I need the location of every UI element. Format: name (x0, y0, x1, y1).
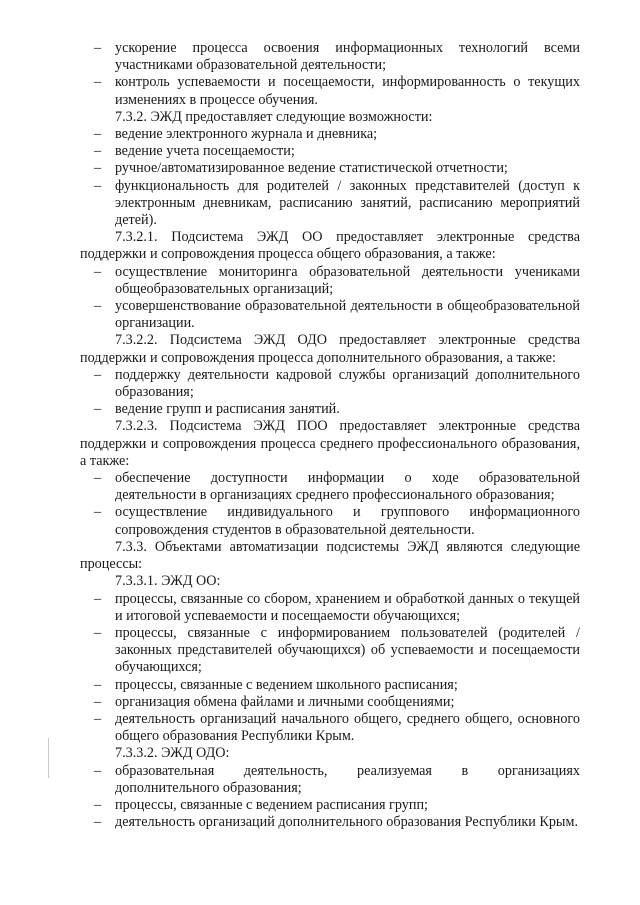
bullet-item (80, 591, 580, 625)
bullet-item (80, 367, 580, 401)
dash-marker: – (94, 366, 102, 383)
bullet-item (80, 40, 580, 74)
bullet-text: образовательная деятельность, реализуемая в организациях дополнительного образования; (115, 762, 580, 796)
bullet-text: деятельность организаций начального общего, среднего общего, основного общего образования Республики Крым. (115, 710, 580, 745)
bullet-text: осуществление индивидуального и группового информационного сопровождения студентов в образовательной деятельности. (115, 504, 580, 538)
bullet-text: осуществление мониторинга образовательной деятельности учениками общеобразовательных организаций; (115, 263, 580, 297)
bullet-text: организация обмена файлами и личными сообщениями; (115, 693, 455, 710)
dash-marker: – (94, 590, 102, 607)
bullet-text: процессы, связанные с информированием пользователей (родителей / законных представителей обучающихся) об успеваемости и посещаемости обучающихся; (115, 624, 580, 676)
dash-marker: – (94, 762, 102, 779)
section-heading: 7.3.3.2. ЭЖД ОДО: (115, 745, 230, 762)
dash-marker: – (94, 624, 102, 641)
bullet-text: деятельность организаций дополнительного образования Республики Крым. (115, 814, 578, 831)
dash-marker: – (94, 676, 102, 693)
paragraph: 7.3.3. Объектами автоматизации подсистемы ЭЖД являются следующие процессы: (80, 538, 580, 573)
section-heading: 7.3.2. ЭЖД предоставляет следующие возможности: (115, 108, 433, 125)
bullet-text: ускорение процесса освоения информационных технологий всеми участниками образовательной деятельности; (115, 40, 580, 74)
bullet-item (80, 711, 580, 745)
bullet-text: процессы, связанные со сбором, хранением и обработкой данных о текущей и итоговой успеваемости и посещаемости обучающихся; (115, 590, 580, 624)
paragraph: 7.3.2.1. Подсистема ЭЖД ОО предоставляет электронные средства поддержки и сопровождения процесса общего образования, а также: (80, 229, 580, 263)
bullet-text: усовершенствование образовательной деятельности в общеобразовательной организации. (115, 298, 580, 332)
bullet-item (80, 160, 580, 177)
dash-marker: – (94, 143, 102, 160)
bullet-item (80, 74, 580, 108)
bullet-item (80, 401, 580, 418)
bullet-text: ведение учета посещаемости; (115, 143, 295, 160)
bullet-text: контроль успеваемости и посещаемости, информированность о текущих изменениях в процессе обучения. (115, 74, 580, 108)
dash-marker: – (94, 40, 102, 56)
bullet-text: ручное/автоматизированное ведение статистической отчетности; (115, 160, 508, 177)
bullet-item (80, 178, 580, 230)
bullet-item (80, 694, 580, 711)
dash-marker: – (94, 693, 102, 710)
bullet-text: ведение групп и расписания занятий. (115, 401, 340, 418)
bullet-item (80, 470, 580, 504)
bullet-text: поддержку деятельности кадровой службы организаций дополнительного образования; (115, 366, 580, 401)
dash-marker: – (94, 710, 102, 727)
dash-marker: – (94, 126, 102, 143)
dash-marker: – (94, 504, 102, 521)
dash-marker: – (94, 177, 102, 194)
paragraph: 7.3.2.2. Подсистема ЭЖД ОДО предоставляет электронные средства поддержки и сопровождения процесса дополнительного образования, а также: (80, 332, 580, 366)
bullet-item (80, 504, 580, 538)
dash-marker: – (94, 160, 102, 177)
bullet-item (80, 298, 580, 332)
bullet-item (80, 625, 580, 677)
dash-marker: – (94, 263, 102, 280)
dash-marker: – (94, 814, 102, 831)
margin-scan-mark (48, 738, 49, 778)
bullet-item (80, 797, 580, 814)
dash-marker: – (94, 796, 102, 813)
bullet-text: процессы, связанные с ведением школьного расписания; (115, 676, 458, 693)
dash-marker: – (94, 470, 102, 487)
dash-marker: – (94, 74, 102, 91)
dash-marker: – (94, 401, 102, 418)
bullet-text: обеспечение доступности информации о ходе образовательной деятельности в организациях среднего профессионального образования; (115, 470, 580, 504)
bullet-item (80, 677, 580, 694)
bullet-item (80, 143, 580, 160)
paragraph: 7.3.2.3. Подсистема ЭЖД ПОО предоставляет электронные средства поддержки и сопровождения процесса среднего профессионального образования, а также: (80, 418, 580, 469)
bullet-item (80, 814, 580, 831)
bullet-item (80, 264, 580, 298)
document-body (80, 40, 580, 831)
bullet-text: функциональность для родителей / законных представителей (доступ к электронным дневникам, расписанию занятий, расписанию мероприятий детей). (115, 177, 580, 229)
bullet-text: процессы, связанные с ведением расписания групп; (115, 796, 428, 813)
dash-marker: – (94, 298, 102, 315)
bullet-item (80, 763, 580, 797)
bullet-item (80, 126, 580, 143)
bullet-text: ведение электронного журнала и дневника; (115, 126, 378, 143)
section-heading: 7.3.3.1. ЭЖД ОО: (115, 573, 221, 590)
